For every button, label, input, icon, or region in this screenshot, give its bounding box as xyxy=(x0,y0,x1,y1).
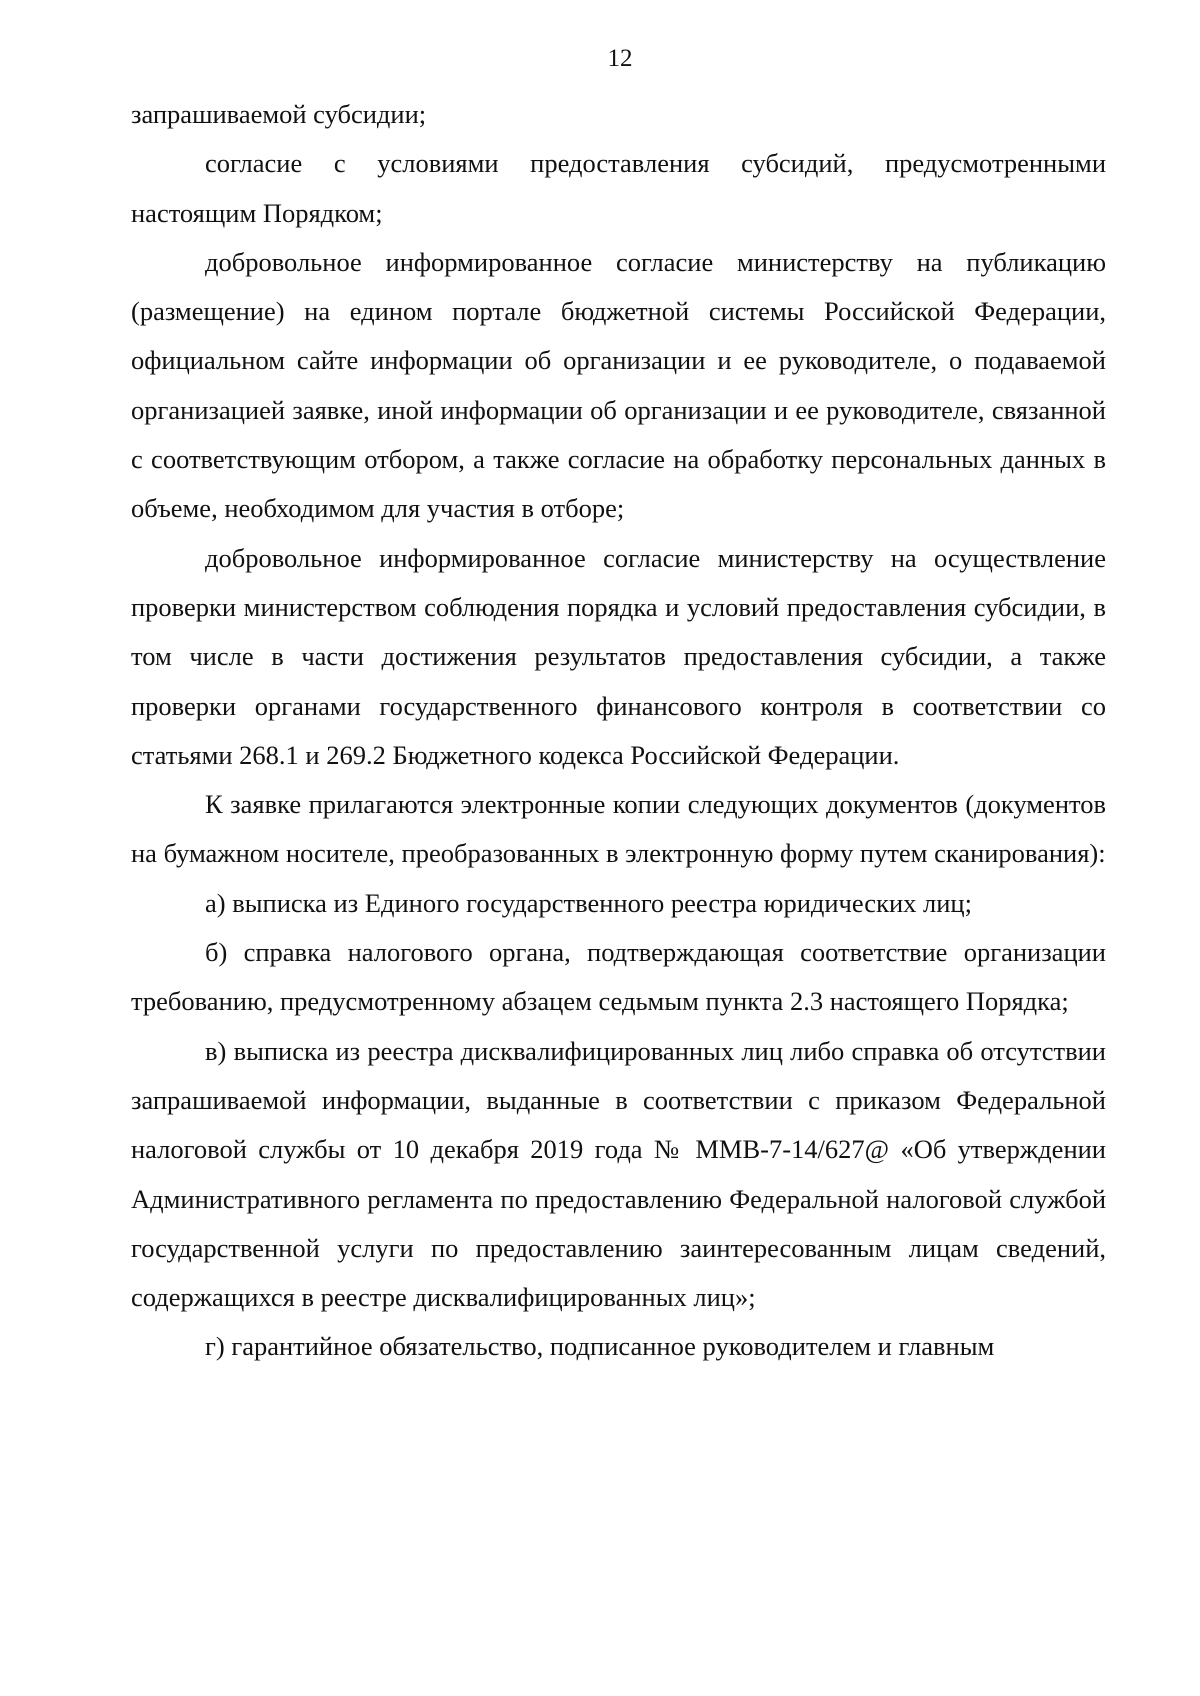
document-body xyxy=(131,90,1106,1372)
paragraph-consent-conditions: согласие с условиями предоставления субсидий, предусмотренными настоящим Порядком; xyxy=(131,148,1106,228)
paragraph-attachments-intro: К заявке прилагаются электронные копии следующих документов (документов на бумажном носителе, преобразованных в электронную форму путем сканирования): xyxy=(131,789,1106,869)
paragraph-consent-inspection: добровольное информированное согласие министерству на осуществление проверки министерством соблюдения порядка и условий предоставления субсидии, в том числе в части достижения результатов предоставления субсидии, а также проверки органами государственного финансового контроля в соответствии со статьями 268.1 и 269.2 Бюджетного кодекса Российской Федерации. xyxy=(131,542,1106,770)
paragraph-consent-publication: добровольное информированное согласие министерству на публикацию (размещение) на едином портале бюджетной системы Российской Федерации, официальном сайте информации об организации и ее руководителе, о подаваемой организацией заявке, иной информации об организации и ее руководителе, связанной с соответствующим отбором, а также согласие на обработку персональных данных в объеме, необходимом для участия в отборе; xyxy=(131,246,1106,524)
list-item-v: в) выписка из реестра дисквалифицированных лиц либо справка об отсутствии запрашиваемой информации, выданные в соответствии с приказом Федеральной налоговой службы от 10 декабря 2019 года № ММВ-7-14/627@ «Об утверждении Административного регламента по предоставлению Федеральной налоговой службой государственной услуги по предоставлению заинтересованным лицам сведений, содержащихся в реестре дисквалифицированных лиц»; xyxy=(131,1035,1106,1313)
paragraph-continuation: запрашиваемой субсидии; xyxy=(131,99,427,129)
list-item-g: г) гарантийное обязательство, подписанное руководителем и главным xyxy=(205,1331,995,1362)
list-item-a: а) выписка из Единого государственного реестра юридических лиц; xyxy=(205,887,972,918)
page-number: 12 xyxy=(607,45,633,72)
list-item-b: б) справка налогового органа, подтверждающая соответствие организации требованию, предусмотренному абзацем седьмым пункта 2.3 настоящего Порядка; xyxy=(131,937,1106,1017)
